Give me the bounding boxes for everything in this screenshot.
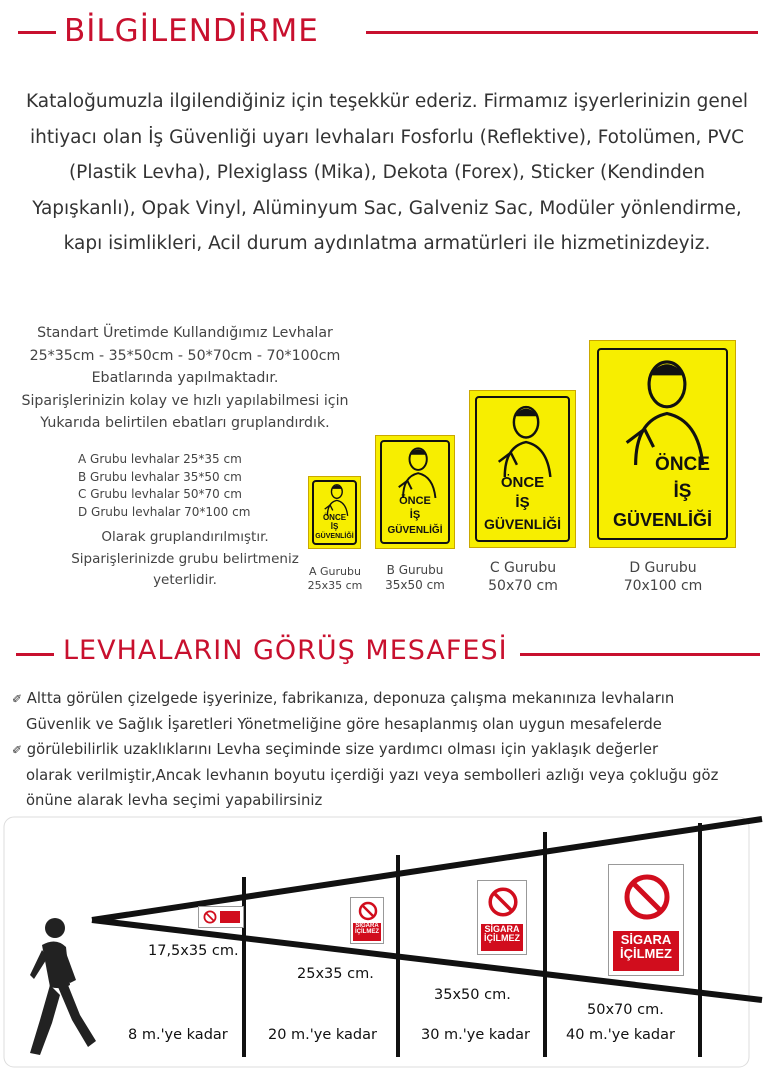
heading-rule-right <box>366 31 758 34</box>
group-item: D Grubu levhalar 70*100 cm <box>78 504 251 519</box>
intro-paragraph <box>0 84 774 262</box>
no-smoking-sign-3 <box>477 880 527 955</box>
sign-group-name: C Gurubu <box>489 560 557 576</box>
sign-text-line: ÖNCE <box>322 513 347 522</box>
no-smoking-icon <box>203 910 217 924</box>
size-label: 35x50 cm. <box>434 987 511 1003</box>
sign-group-d <box>589 340 736 548</box>
worker-figure-icon <box>615 353 710 465</box>
no-smoking-icon <box>622 872 672 922</box>
standard-line: Standart Üretimde Kullandığımız Levhalar <box>37 325 333 341</box>
intro-line: kapı isimlikleri, Acil durum aydınlatma armatürleri ile hizmetinizdeyiz. <box>63 233 711 254</box>
visibility-line: önüne alarak levha seçimi yapabilirsiniz <box>26 792 323 809</box>
section-title-gorus-mesafesi: LEVHALARIN GÖRÜŞ MESAFESİ <box>63 635 508 666</box>
group-item: C Grubu levhalar 50*70 cm <box>78 487 242 501</box>
sign-text-line: GÜVENLİĞİ <box>612 510 712 530</box>
size-label: 25x35 cm. <box>297 966 374 982</box>
standard-line: Ebatlarında yapılmaktadır. <box>91 370 279 386</box>
distance-label: 40 m.'ye kadar <box>566 1027 675 1043</box>
closing-line: yeterlidir. <box>153 572 217 588</box>
closing-line: Siparişlerinizde grubu belirtmeniz <box>71 550 299 567</box>
no-smoking-text: SİGARA İÇİLMEZ <box>613 931 678 971</box>
sign-text-line: GÜVENLİĞİ <box>387 525 443 536</box>
no-smoking-text: SİGARA İÇİLMEZ <box>353 923 381 941</box>
sign-group-size: 50x70 cm <box>488 578 558 594</box>
worker-figure-icon <box>322 482 349 516</box>
sign-text-line: ÖNCE <box>655 454 710 475</box>
pencil-icon: ✐ <box>12 743 23 757</box>
no-smoking-sign-2 <box>350 897 384 944</box>
sign-label-b <box>370 563 460 593</box>
visibility-line: Güvenlik ve Sağlık İşaretleri Yönetmeliğine göre hesaplanmış olan uygun mesafelerde <box>26 716 662 733</box>
heading-rule-left <box>18 31 56 34</box>
sign-group-size: 25x35 cm <box>307 579 363 592</box>
sign-text-line: İŞ <box>515 494 530 511</box>
worker-figure-icon <box>394 444 438 498</box>
sign-group-name: B Gurubu <box>386 563 444 577</box>
sign-group-name: A Gurubu <box>309 565 361 578</box>
worker-figure-icon <box>492 401 554 477</box>
no-smoking-text: SİGARA İÇİLMEZ <box>481 924 523 951</box>
size-label: 50x70 cm. <box>587 1002 664 1018</box>
sign-group-b <box>375 435 455 549</box>
no-smoking-icon <box>487 886 519 918</box>
no-smoking-sign-1 <box>198 906 244 928</box>
visibility-line: olarak verilmiştir,Ancak levhanın boyutu içerdiği yazı veya sembolleri azlığı veya çokluğu göz <box>26 767 719 784</box>
no-smoking-icon <box>358 901 378 921</box>
sign-group-a <box>308 476 361 549</box>
intro-line: ihtiyacı olan İş Güvenliği uyarı levhaları Fosforlu (Reflektive), Fotolümen, PVC <box>29 126 745 148</box>
distance-label: 8 m.'ye kadar <box>128 1027 228 1043</box>
group-item: A Grubu levhalar 25*35 cm <box>78 452 242 466</box>
standard-line: Yukarıda belirtilen ebatları gruplandırdık. <box>40 415 330 431</box>
sign-group-size: 70x100 cm <box>623 578 703 594</box>
intro-line: Kataloğumuzla ilgilendiğiniz için teşekkür ederiz. Firmamız işyerlerinizin genel <box>25 91 749 112</box>
size-label: 17,5x35 cm. <box>148 943 239 959</box>
sign-text-line: İŞ <box>409 509 421 521</box>
intro-line: Yapışkanlı), Opak Vinyl, Alüminyum Sac, Galveniz Sac, Modüler yönlendirme, <box>32 197 742 219</box>
group-list <box>78 451 308 521</box>
sign-text-line: ÖNCE <box>500 474 545 491</box>
sign-label-c <box>462 559 584 595</box>
sign-text-line: GÜVENLİĞİ <box>315 533 354 540</box>
sign-text-line: GÜVENLİĞİ <box>483 516 561 532</box>
sign-label-a <box>297 565 373 593</box>
sign-text-line: İŞ <box>673 481 692 502</box>
pencil-icon: ✐ <box>12 692 23 706</box>
sign-group-name: D Gurubu <box>629 560 697 576</box>
section-title-bilgilendirme: BİLGİLENDİRME <box>64 13 319 49</box>
heading-rule-right <box>520 653 760 656</box>
visibility-paragraph <box>12 686 772 813</box>
heading-rule-left <box>16 653 54 656</box>
no-smoking-text <box>220 911 240 923</box>
sign-label-d <box>598 559 728 595</box>
no-smoking-sign-4 <box>608 864 684 976</box>
closing-line: Olarak gruplandırılmıştır. <box>101 529 269 545</box>
sign-text-line: İŞ <box>330 522 339 531</box>
distance-label: 20 m.'ye kadar <box>268 1027 377 1043</box>
standard-sizes-text <box>0 322 370 435</box>
sign-group-c <box>469 390 576 548</box>
standard-line: Siparişlerinizin kolay ve hızlı yapılabilmesi için <box>21 392 349 409</box>
distance-label: 30 m.'ye kadar <box>421 1027 530 1043</box>
group-closing-text <box>40 527 330 592</box>
group-item: B Grubu levhalar 35*50 cm <box>78 469 242 484</box>
sign-group-size: 35x50 cm <box>385 578 445 592</box>
standard-line: 25*35cm - 35*50cm - 50*70cm - 70*100cm <box>29 347 341 364</box>
visibility-line: ✐ görülebilirlik uzaklıklarını Levha seçiminde size yardımcı olması için yaklaşık değerler <box>12 741 659 758</box>
sign-text-line: ÖNCE <box>399 495 431 507</box>
intro-line: (Plastik Levha), Plexiglass (Mika), Dekota (Forex), Sticker (Kendinden <box>68 162 706 183</box>
visibility-line: ✐ Altta görülen çizelgede işyerinize, fabrikanıza, deponuza çalışma mekanınıza levhaların <box>12 690 675 707</box>
